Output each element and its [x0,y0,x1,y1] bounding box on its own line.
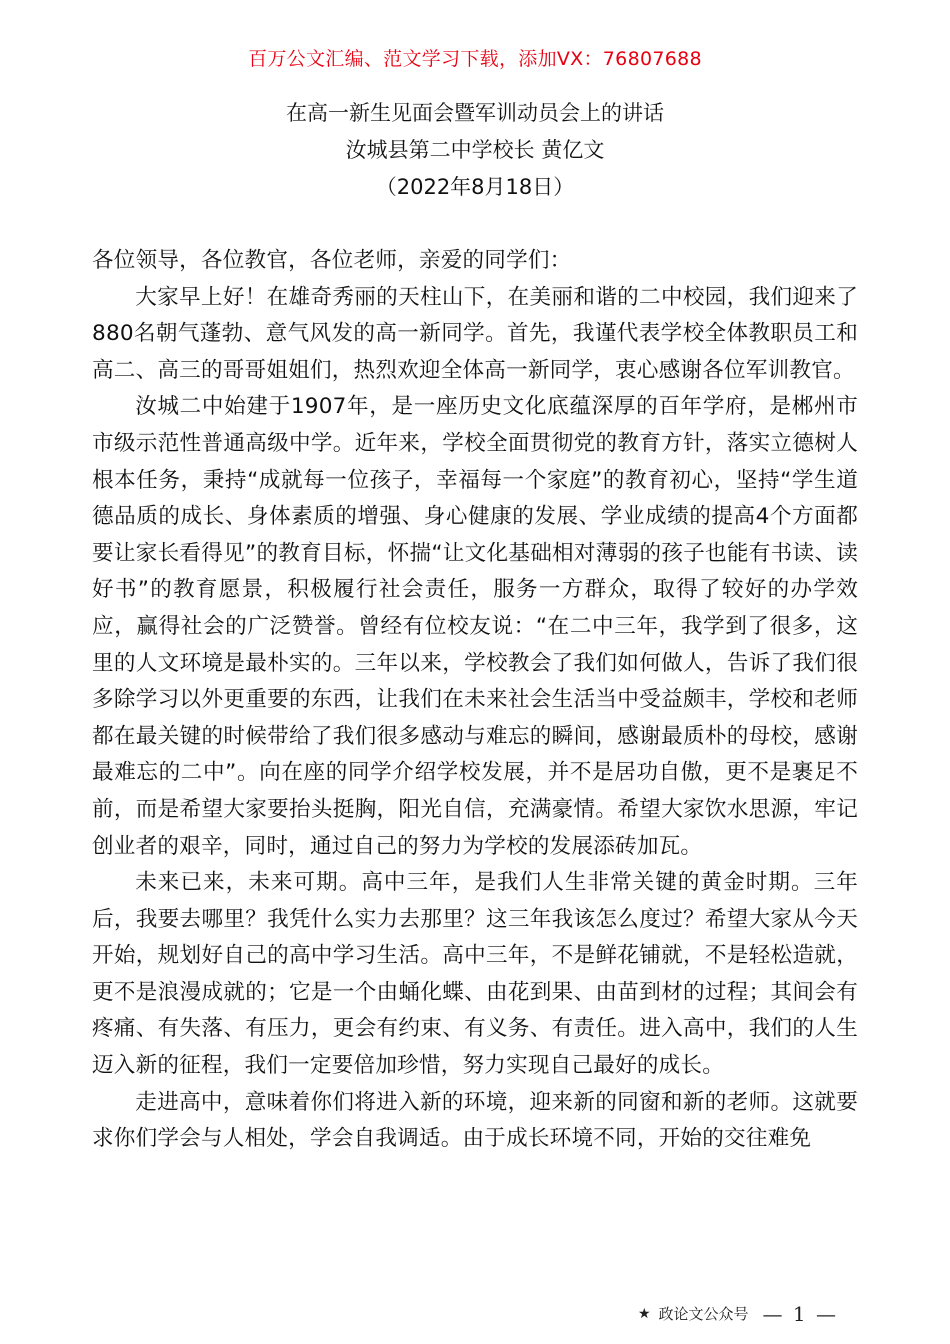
speech-body [92,243,858,1158]
salutation: 各位领导，各位教官，各位老师，亲爱的同学们： [92,248,572,273]
paragraph: 大家早上好！在雄奇秀丽的天柱山下，在美丽和谐的二中校园，我们迎来了880名朝气蓬勃、意气风发的高一新同学。首先，我谨代表学校全体教职员工和高二、高三的哥哥姐姐们，热烈欢迎全体高一新同学，衷心感谢各位军训教官。 [92,284,858,383]
page-footer [638,1302,838,1326]
star-icon: ★ [637,1306,651,1322]
speech-title: 在高一新生见面会暨军训动员会上的讲话 [286,101,664,125]
paragraph: 走进高中，意味着你们将进入新的环境，迎来新的同窗和新的老师。这就要求你们学会与人相处，学会自我调适。由于成长环境不同，开始的交往难免 [92,1089,858,1152]
top-banner: 百万公文汇编、范文学习下载，添加VX：76807688 [248,48,702,70]
paragraph: 汝城二中始建于1907年，是一座历史文化底蕴深厚的百年学府，是郴州市市级示范性普通高级中学。近年来，学校全面贯彻党的教育方针，落实立德树人根本任务，秉持“成就每一位孩子，幸福每一个家庭”的教育初心，坚持“学生道德品质的成长、身体素质的增强、身心健康的发展、学业成绩的提高4个方面都要让家长看得见”的教育目标，怀揣“让文化基础相对薄弱的孩子也能有书读、读好书”的教育愿景，积极履行社会责任，服务一方群众，取得了较好的办学效应，赢得社会的广泛赞誉。曾经有位校友说：“在二中三年，我学到了很多，这里的人文环境是最朴实的。三年以来，学校教会了我们如何做人，告诉了我们很多除学习以外更重要的东西，让我们在未来社会生活当中受益颇丰，学校和老师都在最关键的时候带给了我们很多感动与难忘的瞬间，感谢最质朴的母校，感谢最难忘的二中”。向在座的同学介绍学校发展，并不是居功自傲，更不是裹足不前，而是希望大家要抬头挺胸，阳光自信，充满豪情。希望大家饮水思源，牢记创业者的艰辛，同时，通过自己的努力为学校的发展添砖加瓦。 [92,394,858,859]
footer-source: 政论文公众号 [658,1305,749,1323]
speech-date: （2022年8月18日） [375,175,575,199]
paragraph: 未来已来，未来可期。高中三年，是我们人生非常关键的黄金时期。三年后，我要去哪里？我凭什么实力去那里？这三年我该怎么度过？希望大家从今天开始，规划好自己的高中学习生活。高中三年，不是鲜花铺就，不是轻松造就，更不是浪漫成就的；它是一个由蛹化蝶、由花到果、由苗到材的过程；其间会有疼痛、有失落、有压力，更会有约束、有义务、有责任。进入高中，我们的人生迈入新的征程，我们一定要倍加珍惜，努力实现自己最好的成长。 [92,870,858,1079]
page-number: — 1 — [762,1302,838,1326]
speech-author: 汝城县第二中学校长 黄亿文 [345,138,605,162]
